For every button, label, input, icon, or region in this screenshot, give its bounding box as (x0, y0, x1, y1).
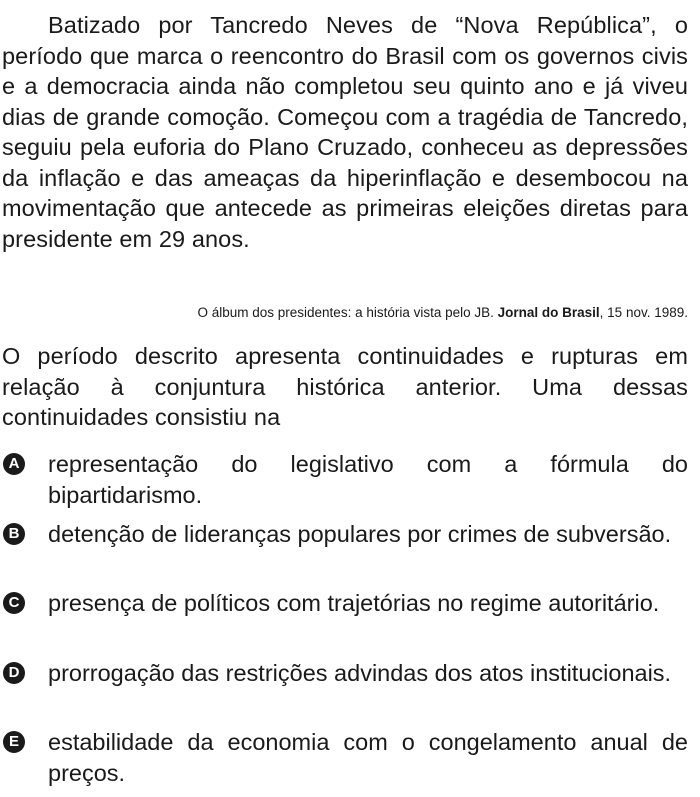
option-e[interactable] (0, 727, 690, 797)
option-b[interactable] (0, 519, 690, 589)
option-d[interactable] (0, 658, 690, 728)
citation-source: Jornal do Brasil (497, 305, 600, 320)
option-c[interactable] (0, 588, 690, 658)
option-c-text[interactable]: presença de políticos com trajetórias no regime autoritário. (48, 590, 660, 616)
option-d-text[interactable]: prorrogação das restrições advindas dos atos institucionais. (48, 659, 672, 686)
option-c-letter-badge[interactable]: C (3, 592, 25, 614)
option-a-text[interactable]: representação do legislativo com a fórmula do bipartidarismo. (48, 451, 688, 508)
citation-suffix: , 15 nov. 1989. (599, 305, 688, 320)
option-b-letter-badge[interactable]: B (3, 523, 25, 545)
answer-options (0, 449, 690, 797)
question-stem: O período descrito apresenta continuidades e rupturas em relação à conjuntura histórica anterior. Uma dessas continuidades consistiu na (2, 343, 688, 430)
option-e-text[interactable]: estabilidade da economia com o congelamento anual de preços. (48, 729, 688, 786)
citation-prefix: O álbum dos presidentes: a história vista pelo JB. (197, 305, 498, 320)
citation (197, 305, 688, 321)
option-a-letter-badge[interactable]: A (3, 453, 25, 475)
option-a[interactable] (0, 449, 690, 519)
excerpt-paragraph: Batizado por Tancredo Neves de “Nova República”, o período que marca o reencontro do Brasil com os governos civis e a democracia ainda não completou seu quinto ano e já viveu dias de grande comoção. Começou com a tragédia de Tancredo, seguiu pela euforia do Plano Cruzado, conheceu as depressões da inflação e das ameaças da hiperinflação e desembocou na movimentação que antecede as primeiras eleições diretas para presidente em 29 anos. (2, 12, 688, 252)
option-b-text[interactable]: detenção de lideranças populares por crimes de subversão. (48, 520, 672, 547)
option-e-letter-badge[interactable]: E (3, 731, 25, 753)
option-d-letter-badge[interactable]: D (3, 662, 25, 684)
